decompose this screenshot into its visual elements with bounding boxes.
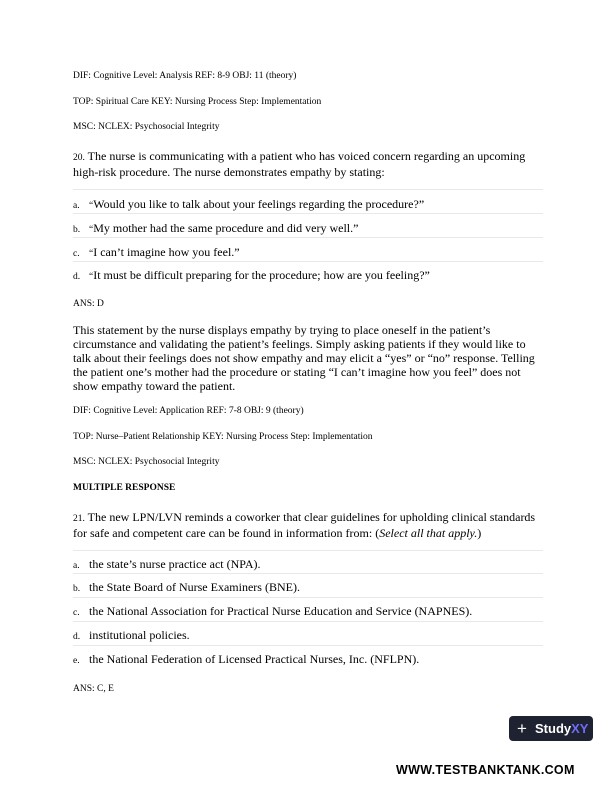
- q20-answer: ANS: D: [73, 299, 104, 309]
- q21-option-a: a. the state’s nurse practice act (NPA).: [73, 557, 261, 571]
- q20-option-c: c. “I can’t imagine how you feel.”: [73, 245, 240, 259]
- q19-dif: DIF: Cognitive Level: Analysis REF: 8-9 OBJ: 11 (theory): [73, 71, 297, 81]
- divider: [73, 573, 543, 574]
- divider: [73, 597, 543, 598]
- q20-number: 20.: [73, 153, 85, 163]
- q21-option-c: c. the National Association for Practical Nurse Education and Service (NAPNES).: [73, 604, 473, 618]
- studyxy-badge[interactable]: [509, 716, 593, 741]
- q21-answer: ANS: C, E: [73, 684, 114, 694]
- divider: [73, 237, 543, 238]
- q21-stem: 21. The new LPN/LVN reminds a coworker that clear guidelines for upholding clinical standards for safe and competent care can be found in information from: (Select all that apply.): [73, 510, 536, 540]
- divider: [73, 645, 543, 646]
- q20-rationale: This statement by the nurse displays empathy by trying to place oneself in the patient’s circumstance and validating the patient’s feelings. Simply asking patients if they would like to talk about their feelings does not show empathy and may elicit a “yes” or “no” response. Telling the patient one’s mother had the procedure or stating “I can’t imagine how you feel” does not show empathy toward the patient.: [73, 323, 535, 393]
- q20-option-b: b. “My mother had the same procedure and did very well.”: [73, 221, 359, 235]
- brand-main: Study: [535, 721, 572, 736]
- section-heading: MULTIPLE RESPONSE: [73, 483, 176, 493]
- website-url[interactable]: WWW.TESTBANKTANK.COM: [396, 763, 575, 777]
- q21-option-b: b. the State Board of Nurse Examiners (BNE).: [73, 580, 300, 594]
- q21-number: 21.: [73, 514, 85, 524]
- q20-msc: MSC: NCLEX: Psychosocial Integrity: [73, 457, 220, 467]
- divider: [73, 550, 543, 551]
- q21-option-e: e. the National Federation of Licensed Practical Nurses, Inc. (NFLPN).: [73, 652, 420, 666]
- q21-option-d: d. institutional policies.: [73, 628, 190, 642]
- q20-stem: [73, 149, 543, 179]
- divider: [73, 261, 543, 262]
- q19-msc: MSC: NCLEX: Psychosocial Integrity: [73, 122, 220, 132]
- q20-stem-text: The nurse is communicating with a patient who has voiced concern regarding an upcoming high-risk procedure. The nurse demonstrates empathy by stating:: [73, 149, 526, 179]
- divider: [73, 189, 543, 190]
- divider: [73, 213, 543, 214]
- plus-icon: +: [517, 718, 527, 738]
- divider: [73, 621, 543, 622]
- q20-option-a: a. “Would you like to talk about your feelings regarding the procedure?”: [73, 197, 425, 211]
- q20-top: TOP: Nurse–Patient Relationship KEY: Nursing Process Step: Implementation: [73, 432, 373, 442]
- brand-accent: XY: [571, 721, 589, 736]
- q20-dif: DIF: Cognitive Level: Application REF: 7-8 OBJ: 9 (theory): [73, 406, 304, 416]
- q20-option-d: d. “It must be difficult preparing for the procedure; how are you feeling?”: [73, 268, 430, 282]
- q19-top: TOP: Spiritual Care KEY: Nursing Process Step: Implementation: [73, 97, 322, 107]
